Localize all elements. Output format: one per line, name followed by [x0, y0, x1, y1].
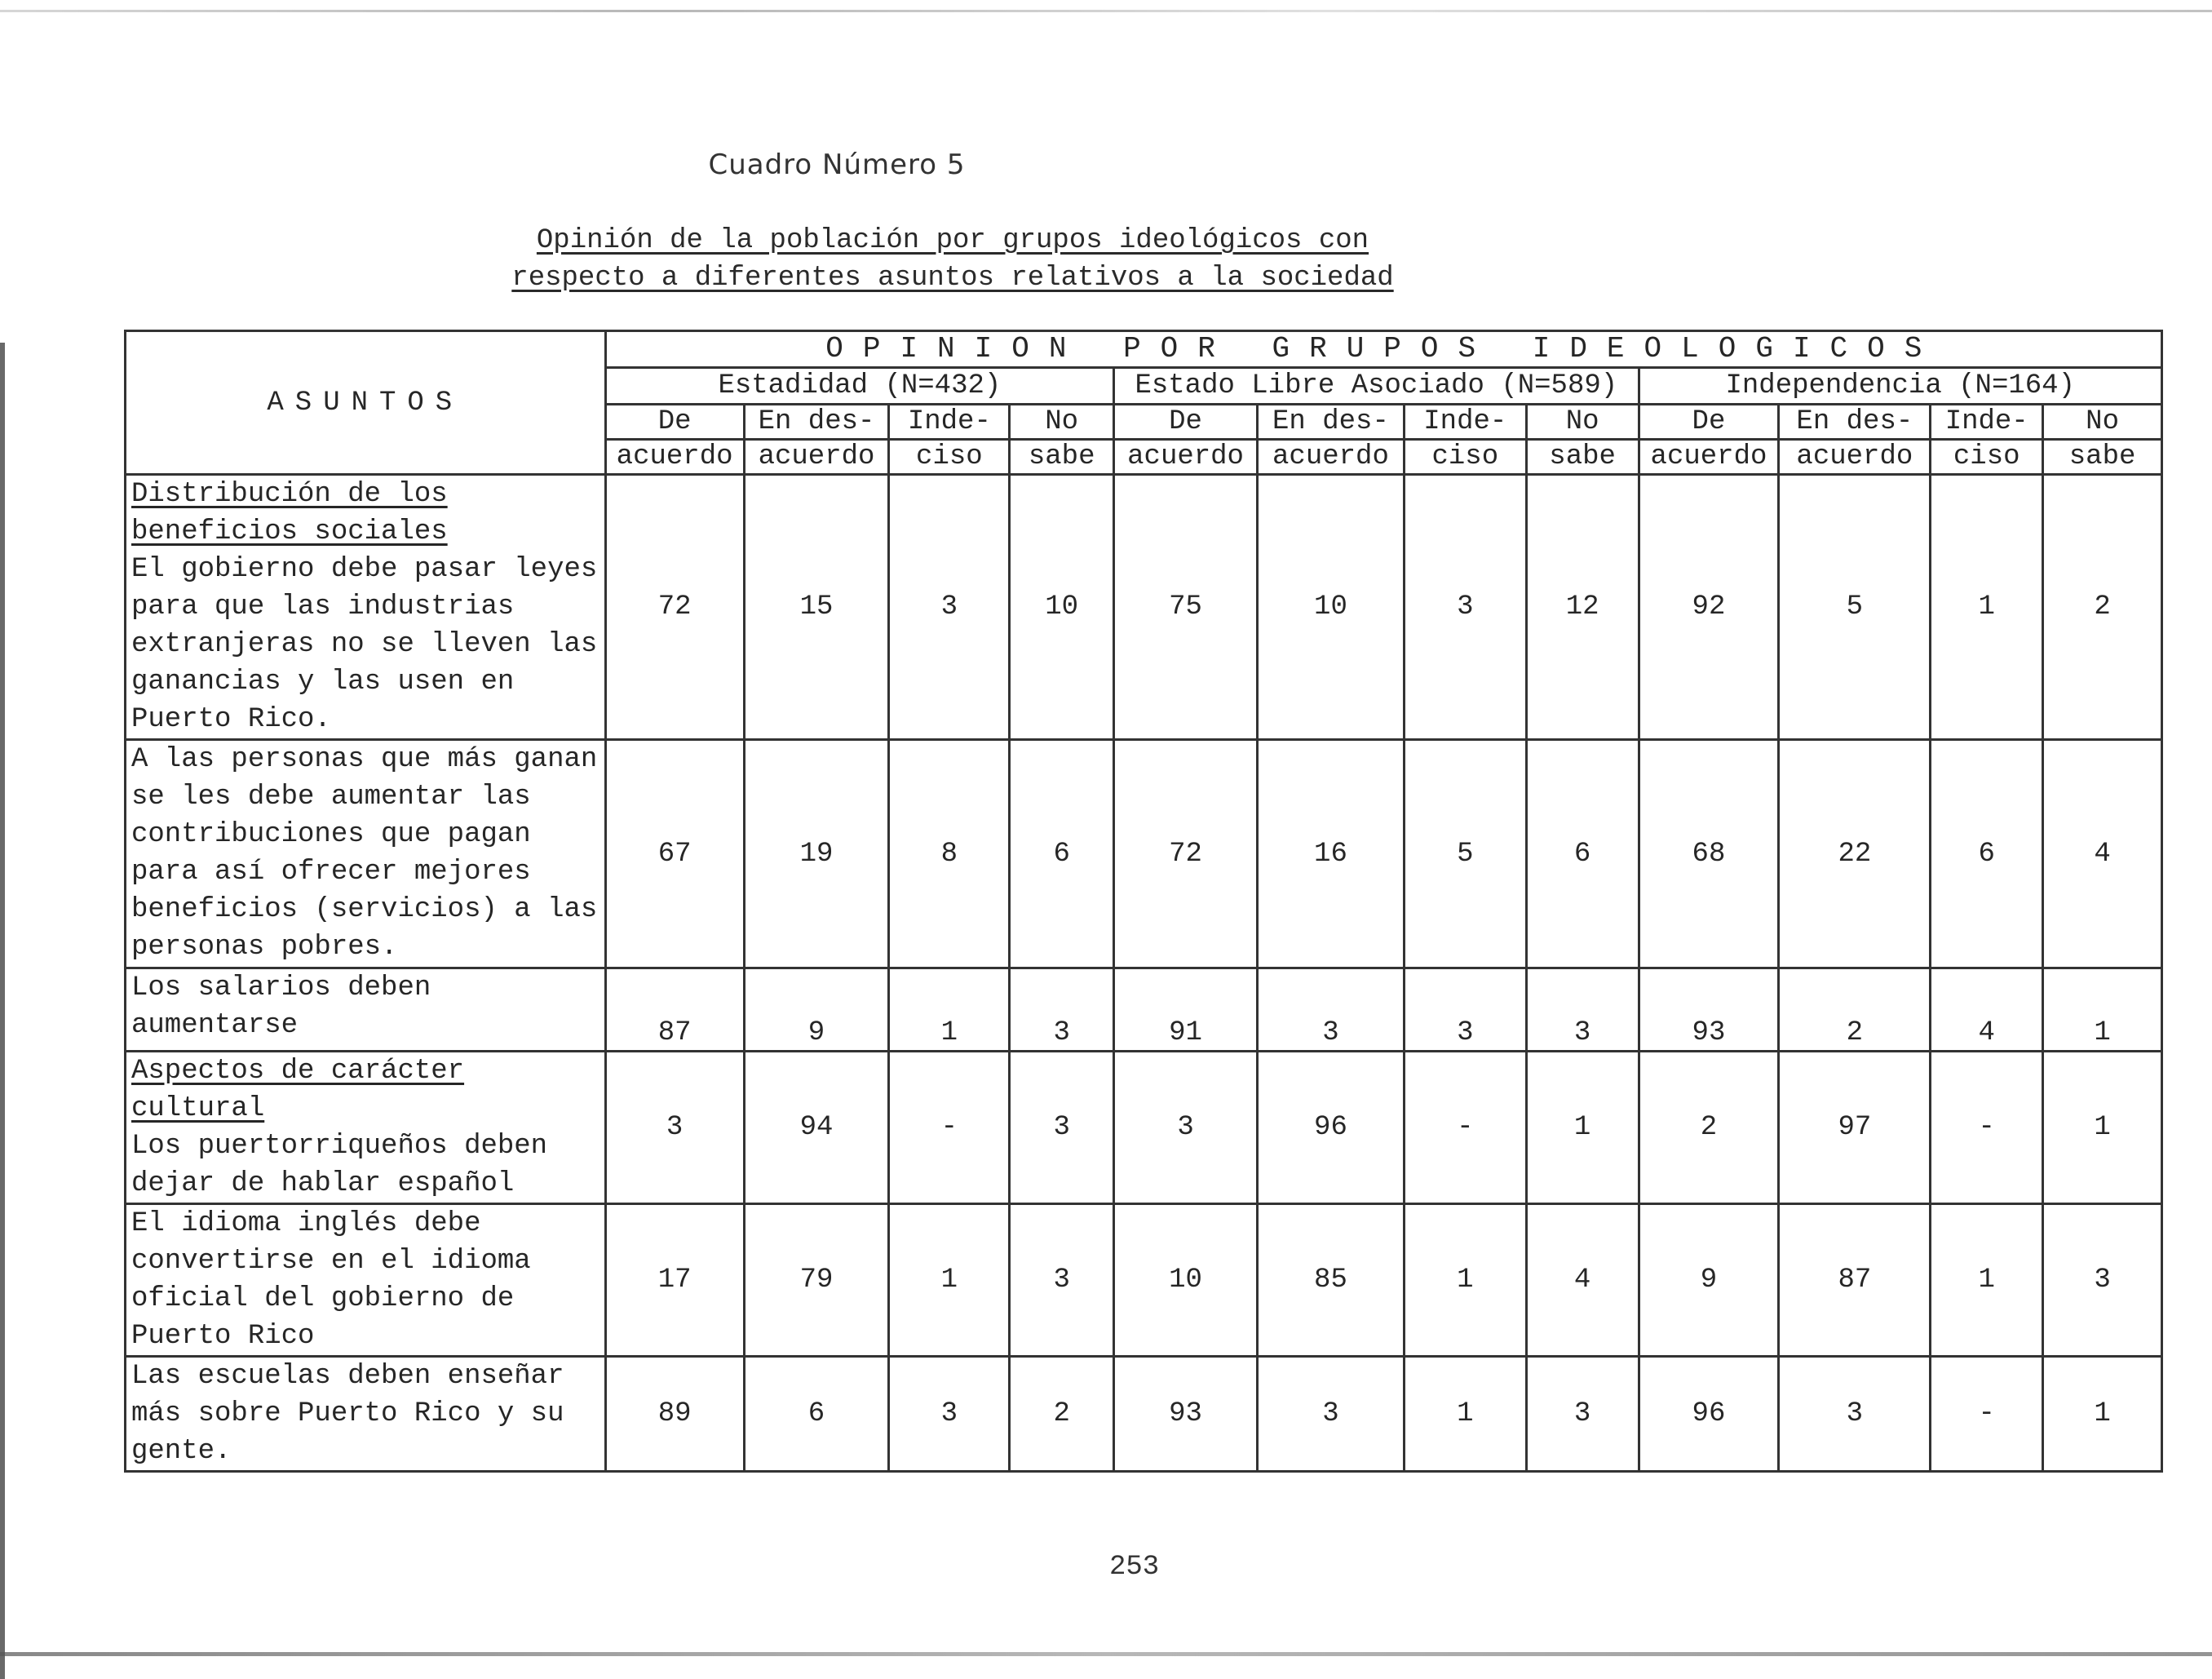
issue-text: El gobierno debe pasar leyes para que las industrias extranjeras no se lleven las ganancias y las usen en Puerto Rico. [131, 554, 598, 735]
value-cell: - [889, 1052, 1010, 1204]
value-cell: 5 [1779, 475, 1931, 740]
asuntos-header: ASUNTOS [126, 331, 606, 475]
subcol-line1: Inde- [1404, 405, 1526, 440]
value-cell: 10 [1258, 475, 1405, 740]
table-body [126, 475, 2162, 1472]
subcol-line2: acuerdo [744, 440, 889, 475]
value-cell: 87 [1779, 1204, 1931, 1357]
value-cell: 87 [605, 968, 744, 1052]
value-cell: 3 [1010, 1052, 1114, 1204]
table-row [126, 1357, 2162, 1472]
subcol-line1: Inde- [889, 405, 1010, 440]
table-number-text: Cuadro Número 5 [708, 148, 966, 181]
value-cell: 3 [2043, 1204, 2162, 1357]
subcol-line2: sabe [1010, 440, 1114, 475]
subcol-line1: No [1010, 405, 1114, 440]
subcol-line1: De [605, 405, 744, 440]
value-cell: 1 [889, 1204, 1010, 1357]
caption-line-1: Opinión de la población por grupos ideológicos con [536, 225, 1369, 256]
value-cell: - [1404, 1052, 1526, 1204]
value-cell: 9 [1639, 1204, 1779, 1357]
value-cell: 1 [2043, 1357, 2162, 1472]
value-cell: 17 [605, 1204, 744, 1357]
value-cell: - [1931, 1052, 2043, 1204]
value-cell: 3 [605, 1052, 744, 1204]
value-cell: 2 [1779, 968, 1931, 1052]
value-cell: 6 [1526, 740, 1639, 968]
subcol-line2: acuerdo [1779, 440, 1931, 475]
opinion-header: OPINION POR GRUPOS IDEOLOGICOS [605, 331, 2161, 368]
section-title: Distribución de los beneficios sociales [131, 479, 448, 547]
value-cell: 9 [744, 968, 889, 1052]
subcol-line1: Inde- [1931, 405, 2043, 440]
value-cell: 1 [1931, 475, 2043, 740]
value-cell: 85 [1258, 1204, 1405, 1357]
value-cell: 94 [744, 1052, 889, 1204]
issue-cell [126, 475, 606, 740]
scan-edge-left [0, 343, 5, 1679]
subcol-line2: sabe [2043, 440, 2162, 475]
value-cell: 12 [1526, 475, 1639, 740]
subcol-line1: No [1526, 405, 1639, 440]
value-cell: 6 [1010, 740, 1114, 968]
subcol-line2: acuerdo [1114, 440, 1258, 475]
subcol-line1: De [1114, 405, 1258, 440]
value-cell: 3 [889, 1357, 1010, 1472]
group-header-estadidad: Estadidad (N=432) [605, 368, 1113, 405]
value-cell: 3 [889, 475, 1010, 740]
value-cell: 67 [605, 740, 744, 968]
value-cell: 2 [1010, 1357, 1114, 1472]
value-cell: 10 [1010, 475, 1114, 740]
value-cell: 96 [1639, 1357, 1779, 1472]
subcol-line2: sabe [1526, 440, 1639, 475]
issue-text: Los salarios deben aumentarse [131, 972, 431, 1041]
value-cell: 72 [605, 475, 744, 740]
value-cell: 1 [1404, 1357, 1526, 1472]
scan-edge-top [0, 10, 2212, 12]
value-cell: 15 [744, 475, 889, 740]
issue-text: El idioma inglés debe convertirse en el idioma oficial del gobierno de Puerto Rico [131, 1208, 531, 1352]
group-header-ela: Estado Libre Asociado (N=589) [1114, 368, 1639, 405]
value-cell: 91 [1114, 968, 1258, 1052]
subcol-line2: ciso [889, 440, 1010, 475]
value-cell: 92 [1639, 475, 1779, 740]
header-row-opinion [126, 331, 2162, 368]
value-cell: 6 [744, 1357, 889, 1472]
table-row [126, 475, 2162, 740]
subcol-line2: ciso [1404, 440, 1526, 475]
value-cell: 4 [1526, 1204, 1639, 1357]
subcol-line1: En des- [744, 405, 889, 440]
value-cell: 4 [2043, 740, 2162, 968]
caption-line-2: respecto a diferentes asuntos relativos a la sociedad [511, 263, 1394, 294]
value-cell: 3 [1526, 968, 1639, 1052]
value-cell: 3 [1258, 968, 1405, 1052]
value-cell: 2 [1639, 1052, 1779, 1204]
value-cell: 16 [1258, 740, 1405, 968]
subcol-line2: acuerdo [605, 440, 744, 475]
value-cell: 93 [1114, 1357, 1258, 1472]
subcol-line2: ciso [1931, 440, 2043, 475]
value-cell: 2 [2043, 475, 2162, 740]
value-cell: 3 [1526, 1357, 1639, 1472]
value-cell: 97 [1779, 1052, 1931, 1204]
table-row [126, 1204, 2162, 1357]
issue-cell [126, 740, 606, 968]
value-cell: 6 [1931, 740, 2043, 968]
table-row [126, 968, 2162, 1052]
value-cell: 3 [1404, 475, 1526, 740]
issue-text: Las escuelas deben enseñar más sobre Puerto Rico y su gente. [131, 1361, 564, 1467]
value-cell: 22 [1779, 740, 1931, 968]
subcol-line1: No [2043, 405, 2162, 440]
opinion-table [124, 330, 2163, 1473]
issue-cell [126, 968, 606, 1052]
value-cell: 75 [1114, 475, 1258, 740]
value-cell: 5 [1404, 740, 1526, 968]
value-cell: 68 [1639, 740, 1779, 968]
issue-text: A las personas que más ganan se les debe aumentar las contribuciones que pagan para así ofrecer mejores beneficios (servicios) a las personas pobres. [131, 744, 598, 963]
issue-cell [126, 1357, 606, 1472]
value-cell: 89 [605, 1357, 744, 1472]
value-cell: 3 [1010, 968, 1114, 1052]
value-cell: 3 [1404, 968, 1526, 1052]
subcol-line1: En des- [1258, 405, 1405, 440]
subcol-line1: De [1639, 405, 1779, 440]
value-cell: 10 [1114, 1204, 1258, 1357]
value-cell: 3 [1010, 1204, 1114, 1357]
subcol-line2: acuerdo [1258, 440, 1405, 475]
value-cell: 3 [1258, 1357, 1405, 1472]
value-cell: 3 [1779, 1357, 1931, 1472]
value-cell: 19 [744, 740, 889, 968]
value-cell: 1 [2043, 968, 2162, 1052]
value-cell: 4 [1931, 968, 2043, 1052]
issue-cell [126, 1204, 606, 1357]
table-number [0, 148, 2212, 181]
value-cell: 96 [1258, 1052, 1405, 1204]
value-cell: - [1931, 1357, 2043, 1472]
value-cell: 1 [1526, 1052, 1639, 1204]
subcol-line1: En des- [1779, 405, 1931, 440]
section-title: Aspectos de carácter cultural [131, 1056, 465, 1124]
value-cell: 3 [1114, 1052, 1258, 1204]
page-number: 253 [1109, 1552, 1160, 1583]
value-cell: 1 [1404, 1204, 1526, 1357]
value-cell: 1 [2043, 1052, 2162, 1204]
value-cell: 1 [889, 968, 1010, 1052]
table-row [126, 740, 2162, 968]
table-row [126, 1052, 2162, 1204]
value-cell: 72 [1114, 740, 1258, 968]
table-caption [504, 222, 1401, 297]
group-header-independencia: Independencia (N=164) [1639, 368, 2162, 405]
subcol-line2: acuerdo [1639, 440, 1779, 475]
value-cell: 1 [1931, 1204, 2043, 1357]
issue-text: Los puertorriqueños deben dejar de hablar español [131, 1131, 548, 1199]
scan-edge-bottom [0, 1652, 2212, 1656]
value-cell: 79 [744, 1204, 889, 1357]
issue-cell [126, 1052, 606, 1204]
value-cell: 93 [1639, 968, 1779, 1052]
value-cell: 8 [889, 740, 1010, 968]
